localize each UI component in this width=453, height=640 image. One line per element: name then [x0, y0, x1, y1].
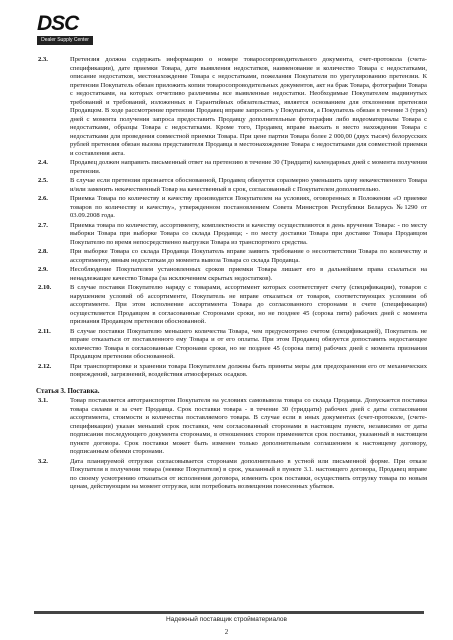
clause-2-6	[36, 195, 427, 221]
clause-text: Приемка товара по количеству, ассортименту, комплектности и качеству осуществляются в день вручения Товара: - по месту выборки Товара при выборке Товара со склада Продавца; - по месту доставки Товара при доставке Товара Продавцом Покупателю по время непосредственно выгрузки Товара из транспортного средства.	[70, 221, 427, 246]
clause-text: Товар поставляется автотранспортом Покупателя на условиях самовывоза товара со склада Продавца. Допускается поставка товара силами и за счет Продавца. Срок поставки товара - в течение 30 (тридцати) рабочих дней с даты согласования ассортимента, стоимости и количества поставляемого товара. В случае если в иных документах (счет-протоколе, (счете-спецификации) указан меньший срок поставки, чем согласованный сторонами в настоящем пункте, независимо от даты подписания последующего документа сторонами, в отношениях сторон применяется срок поставки, указанный в настоящем пункте договора. Срок поставки может быть изменен только дополнительным соглашением к настоящему договору, подписанным обеими сторонами.	[70, 397, 427, 455]
clause-3-1	[36, 397, 427, 457]
clause-2-11	[36, 328, 427, 362]
clause-text: Дата планируемой отгрузки согласовывается сторонами дополнительно в устной или письменной форме. При отказе Покупателя в получении товара (неявке Покупателя) в срок, указанный в пункте 3.1. настоящего договора, Продавец вправе по своему усмотрению отказаться от исполнения договора, изменить срок поставки, осуществить отгрузку товара по новым ценам, действующим на момент отгрузки, или потребовать возмещения понесенных убытков.	[70, 457, 427, 490]
clause-number: 2.12.	[38, 362, 52, 370]
clause-text: В случае поставки Покупателю наряду с товарами, ассортимент которых соответствует счету (спецификации), товаров с нарушением условий об ассортименте, Покупатель не вправе отказаться от товаров, соответствующих условиям об ассортименте. При этом исполнение ассортимента Товара до согласованного сторонами в счете (спецификации) осуществляется Продавцом в согласованные Сторонами сроки, но не позднее 45 (сорока пяти) рабочих дней с момента признания Продавцом претензии обоснованной.	[70, 284, 427, 325]
clause-text: Приемка Товара по количеству и качеству производится Покупателем на условиях, оговоренных в Положении «О приемке товаров по количеству и качеству», утвержденном постановлением Совета Министров Республики Беларусь №1290 от 03.09.2008 года.	[70, 195, 427, 219]
clause-number: 2.5.	[38, 177, 48, 184]
clause-number: 2.10.	[38, 284, 52, 291]
clause-3-2	[36, 458, 427, 492]
clause-number: 2.9.	[38, 266, 48, 273]
clause-2-7	[36, 222, 427, 248]
page-number: 2	[224, 628, 229, 636]
clause-number: 2.7.	[38, 221, 48, 229]
clause-number: 2.4.	[38, 159, 48, 166]
clause-number: 2.8.	[38, 248, 48, 255]
clause-text: При выборке Товара со склада Продавца Покупатель вправе заявить требование о несоответствии Товара по количеству и ассортименту, явным недостаткам до момента вывоза Товара со склада Продавца.	[70, 248, 427, 264]
logo-name: DSC	[37, 12, 79, 35]
clause-number: 2.11.	[38, 327, 51, 335]
clause-number: 2.6.	[38, 195, 48, 202]
clause-text: В случае поставки Покупателю меньшего количества Товара, чем предусмотрено счетом (спецификацией), Покупатель не вправе отказаться от поставленного ему Товара и от его оплаты. При этом Продавец обязуется допоставить недостающее количество Товара в согласованные Сторонами сроки, но не позднее 45 (сорока пяти) рабочих дней с момента признания Продавцом претензии обоснованной.	[70, 327, 427, 360]
clause-2-12	[36, 363, 427, 380]
clause-text: При транспортировке и хранении товара Покупателем должны быть приняты меры для предохранения его от механических повреждений, загрязнений, воздействия атмосферных осадков.	[70, 362, 427, 378]
clause-2-9	[36, 266, 427, 283]
clause-number: 2.3.	[38, 56, 48, 63]
clause-2-4	[36, 159, 427, 176]
company-logo	[37, 12, 93, 48]
clause-text: В случае если претензия признается обоснованной, Продавец обязуется соразмерно уменьшить цену некачественного Товара и/или заменить некачественный Товар на качественный в срок, согласованный с Покупателем дополнительно.	[70, 177, 427, 193]
clause-text: Претензия должна содержать информацию о номере товаросопроводительного документа, счет-протокола (счета-спецификации), дате приемки Товара, дате выявления недостатков, наименование и количество Товара с недостатками, описание недостатков, местонахождение Товара с недостатками, пожелания Покупателя по урегулированию претензии. К претензии Покупатель обязан приложить копии товаросопроводительных документов, акт на брак Товара, фотографии Товара с недостатками, на которых отчетливо различимы все выявленные недостатки. Необходимые Покупателем выдвинутых требований и требований, изложенных в Гарантийных обязательствах, является основанием для отклонения претензии Продавцом. В ходе рассмотрение претензии Продавец вправе запросить у Покупателя, а Покупатель обязан в течение 3 (трех) дней с момента получения запроса предоставить Продавцу дополнительные фотографии либо видеоматериалы Товара с недостатками, образцы Товара с недостатками. Кроме того, Продавец вправе выехать в место нахождения Товара с недостатками для проведения совместной приемки Товара. При цене партии Товара более 2 000,00 (двух тысяч) белорусских рублей претензия обязан вызова представителя Продавца в местонахождение Товара с недостатками для совместной приемки и составления акта.	[70, 56, 427, 157]
clause-2-10	[36, 284, 427, 327]
clause-2-3	[36, 56, 427, 158]
logo-tagline: Dealer Supply Center	[37, 36, 93, 45]
clause-number: 3.2.	[38, 457, 48, 465]
clause-text: Несоблюдение Покупателем установленных сроков приемки Товара лишает его в дальнейшем права ссылаться на ненадлежащее качество Товара (за исключением скрытых недостатков).	[70, 266, 427, 282]
clause-number: 3.1.	[38, 397, 48, 404]
clause-2-8	[36, 248, 427, 265]
clause-2-5	[36, 177, 427, 194]
clause-text: Продавец должен направить письменный ответ на претензию в течение 30 (Тридцати) календарных дней с момента получения претензии.	[70, 159, 427, 175]
footer-slogan: Надежный поставщик стройматериалов	[165, 616, 288, 623]
footer-divider	[34, 611, 424, 614]
section-3-title: Статья 3. Поставка.	[36, 386, 100, 395]
document-body	[36, 56, 427, 493]
